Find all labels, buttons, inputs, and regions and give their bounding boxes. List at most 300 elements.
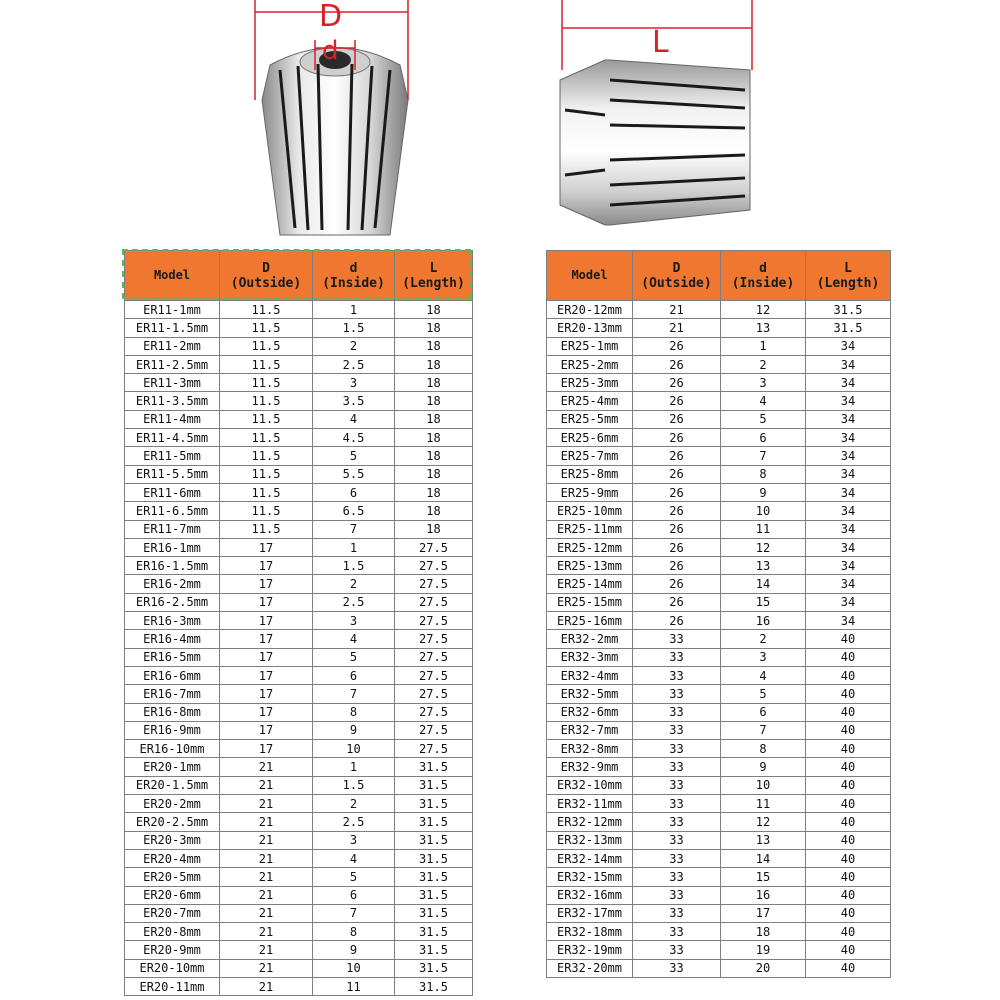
cell-model: ER25-14mm [547, 575, 633, 593]
cell-length: 31.5 [806, 319, 891, 337]
cell-inside: 5 [313, 868, 395, 886]
table-row [125, 666, 473, 684]
cell-model: ER11-6mm [125, 483, 220, 501]
cell-length: 40 [806, 904, 891, 922]
table-row [547, 465, 891, 483]
cell-model: ER20-2mm [125, 795, 220, 813]
cell-model: ER16-3mm [125, 612, 220, 630]
header-length: L (Length) [806, 251, 891, 301]
cell-model: ER11-2mm [125, 337, 220, 355]
table-row [547, 502, 891, 520]
cell-outside: 21 [220, 758, 313, 776]
table-row [547, 429, 891, 447]
cell-outside: 33 [633, 849, 721, 867]
cell-inside: 11 [721, 520, 806, 538]
cell-length: 40 [806, 648, 891, 666]
cell-inside: 1.5 [313, 319, 395, 337]
cell-model: ER16-2.5mm [125, 593, 220, 611]
cell-outside: 33 [633, 721, 721, 739]
cell-outside: 21 [220, 923, 313, 941]
cell-outside: 26 [633, 465, 721, 483]
table-row [125, 703, 473, 721]
cell-outside: 33 [633, 868, 721, 886]
table-row [125, 502, 473, 520]
table-row [547, 319, 891, 337]
table-row [125, 319, 473, 337]
header-inside: d (Inside) [313, 251, 395, 301]
cell-model: ER16-1mm [125, 538, 220, 556]
cell-length: 27.5 [395, 740, 473, 758]
cell-length: 18 [395, 502, 473, 520]
cell-inside: 7 [313, 685, 395, 703]
cell-model: ER32-15mm [547, 868, 633, 886]
cell-model: ER25-5mm [547, 410, 633, 428]
cell-outside: 33 [633, 795, 721, 813]
cell-outside: 26 [633, 483, 721, 501]
cell-model: ER25-12mm [547, 538, 633, 556]
cell-length: 27.5 [395, 575, 473, 593]
table-row [125, 721, 473, 739]
cell-inside: 5 [313, 447, 395, 465]
cell-model: ER20-9mm [125, 941, 220, 959]
cell-outside: 26 [633, 429, 721, 447]
table-header-row [547, 251, 891, 301]
cell-model: ER11-1.5mm [125, 319, 220, 337]
table-row [125, 593, 473, 611]
cell-length: 31.5 [395, 758, 473, 776]
cell-inside: 5 [313, 648, 395, 666]
table-row [125, 904, 473, 922]
cell-length: 34 [806, 502, 891, 520]
table-row [125, 612, 473, 630]
table-row [547, 941, 891, 959]
cell-length: 18 [395, 374, 473, 392]
cell-inside: 10 [721, 776, 806, 794]
cell-inside: 6 [313, 483, 395, 501]
cell-outside: 17 [220, 575, 313, 593]
table-row [125, 465, 473, 483]
table-row [125, 685, 473, 703]
table-row [547, 813, 891, 831]
table-row [547, 520, 891, 538]
cell-model: ER20-12mm [547, 301, 633, 319]
cell-model: ER32-3mm [547, 648, 633, 666]
cell-model: ER16-10mm [125, 740, 220, 758]
cell-outside: 17 [220, 538, 313, 556]
table-row [125, 337, 473, 355]
cell-model: ER25-4mm [547, 392, 633, 410]
table-row [547, 447, 891, 465]
cell-length: 40 [806, 740, 891, 758]
cell-outside: 26 [633, 520, 721, 538]
cell-outside: 11.5 [220, 447, 313, 465]
cell-model: ER16-2mm [125, 575, 220, 593]
cell-inside: 8 [313, 923, 395, 941]
cell-inside: 12 [721, 301, 806, 319]
cell-outside: 33 [633, 941, 721, 959]
table-row [125, 392, 473, 410]
cell-outside: 17 [220, 557, 313, 575]
cell-model: ER32-16mm [547, 886, 633, 904]
cell-inside: 13 [721, 319, 806, 337]
table-row [125, 630, 473, 648]
header-inside: d (Inside) [721, 251, 806, 301]
cell-outside: 21 [220, 977, 313, 995]
cell-length: 18 [395, 465, 473, 483]
cell-inside: 6.5 [313, 502, 395, 520]
cell-outside: 21 [220, 813, 313, 831]
cell-inside: 19 [721, 941, 806, 959]
cell-length: 31.5 [395, 813, 473, 831]
table-row [547, 593, 891, 611]
cell-inside: 6 [721, 703, 806, 721]
cell-inside: 20 [721, 959, 806, 977]
cell-length: 40 [806, 886, 891, 904]
cell-length: 18 [395, 301, 473, 319]
cell-outside: 21 [220, 886, 313, 904]
cell-length: 34 [806, 575, 891, 593]
cell-outside: 21 [220, 831, 313, 849]
cell-outside: 26 [633, 557, 721, 575]
cell-inside: 9 [313, 721, 395, 739]
header-length: L (Length) [395, 251, 473, 301]
cell-outside: 26 [633, 410, 721, 428]
cell-length: 31.5 [395, 923, 473, 941]
table-row [125, 959, 473, 977]
header-outside: D (Outside) [633, 251, 721, 301]
table-row [125, 831, 473, 849]
table-row [125, 374, 473, 392]
cell-inside: 15 [721, 868, 806, 886]
header-model: Model [125, 251, 220, 301]
cell-length: 40 [806, 941, 891, 959]
cell-model: ER25-6mm [547, 429, 633, 447]
cell-model: ER25-8mm [547, 465, 633, 483]
cell-length: 34 [806, 557, 891, 575]
table-row [125, 795, 473, 813]
cell-length: 27.5 [395, 593, 473, 611]
table-row [547, 868, 891, 886]
cell-inside: 1 [313, 538, 395, 556]
cell-outside: 26 [633, 374, 721, 392]
table-row [125, 557, 473, 575]
cell-outside: 26 [633, 337, 721, 355]
cell-outside: 33 [633, 666, 721, 684]
cell-inside: 5 [721, 685, 806, 703]
cell-outside: 11.5 [220, 502, 313, 520]
cell-inside: 8 [313, 703, 395, 721]
table-row [125, 301, 473, 319]
cell-outside: 11.5 [220, 301, 313, 319]
table-row [547, 648, 891, 666]
cell-model: ER32-13mm [547, 831, 633, 849]
cell-outside: 11.5 [220, 429, 313, 447]
cell-model: ER11-2.5mm [125, 355, 220, 373]
table-row [547, 740, 891, 758]
cell-outside: 33 [633, 758, 721, 776]
cell-model: ER25-2mm [547, 355, 633, 373]
cell-outside: 17 [220, 648, 313, 666]
cell-model: ER11-7mm [125, 520, 220, 538]
cell-model: ER11-3.5mm [125, 392, 220, 410]
cell-length: 31.5 [395, 886, 473, 904]
cell-model: ER16-9mm [125, 721, 220, 739]
cell-length: 40 [806, 959, 891, 977]
cell-model: ER32-18mm [547, 923, 633, 941]
table-row [547, 849, 891, 867]
cell-model: ER11-1mm [125, 301, 220, 319]
cell-length: 18 [395, 410, 473, 428]
cell-outside: 21 [633, 319, 721, 337]
table-row [547, 886, 891, 904]
cell-outside: 33 [633, 630, 721, 648]
cell-length: 18 [395, 429, 473, 447]
cell-outside: 11.5 [220, 337, 313, 355]
cell-outside: 26 [633, 593, 721, 611]
cell-model: ER16-8mm [125, 703, 220, 721]
cell-model: ER32-20mm [547, 959, 633, 977]
cell-outside: 11.5 [220, 483, 313, 501]
cell-outside: 11.5 [220, 410, 313, 428]
cell-length: 40 [806, 831, 891, 849]
spec-table-right [546, 250, 891, 978]
cell-model: ER11-3mm [125, 374, 220, 392]
cell-outside: 11.5 [220, 520, 313, 538]
cell-outside: 11.5 [220, 465, 313, 483]
cell-length: 31.5 [395, 941, 473, 959]
table-row [547, 557, 891, 575]
cell-outside: 21 [220, 959, 313, 977]
cell-outside: 21 [220, 849, 313, 867]
cell-model: ER20-1mm [125, 758, 220, 776]
cell-outside: 11.5 [220, 319, 313, 337]
cell-model: ER11-5.5mm [125, 465, 220, 483]
spec-table-left [124, 250, 473, 996]
cell-model: ER32-12mm [547, 813, 633, 831]
cell-inside: 4 [313, 630, 395, 648]
cell-length: 40 [806, 703, 891, 721]
table-row [125, 648, 473, 666]
cell-inside: 16 [721, 612, 806, 630]
table-row [547, 374, 891, 392]
table-row [125, 849, 473, 867]
cell-length: 18 [395, 319, 473, 337]
cell-length: 18 [395, 447, 473, 465]
cell-model: ER11-4mm [125, 410, 220, 428]
cell-length: 18 [395, 355, 473, 373]
cell-outside: 17 [220, 721, 313, 739]
cell-model: ER32-19mm [547, 941, 633, 959]
cell-inside: 14 [721, 849, 806, 867]
cell-inside: 2 [721, 355, 806, 373]
cell-inside: 8 [721, 740, 806, 758]
cell-inside: 2.5 [313, 593, 395, 611]
cell-model: ER25-7mm [547, 447, 633, 465]
cell-length: 31.5 [395, 795, 473, 813]
table-row [547, 630, 891, 648]
cell-length: 27.5 [395, 538, 473, 556]
cell-inside: 9 [721, 758, 806, 776]
cell-length: 31.5 [806, 301, 891, 319]
table-row [547, 795, 891, 813]
table-row [547, 703, 891, 721]
cell-outside: 21 [220, 776, 313, 794]
cell-inside: 4 [721, 392, 806, 410]
cell-outside: 33 [633, 740, 721, 758]
cell-inside: 10 [313, 959, 395, 977]
cell-inside: 14 [721, 575, 806, 593]
cell-model: ER32-17mm [547, 904, 633, 922]
cell-length: 27.5 [395, 666, 473, 684]
table-row [125, 941, 473, 959]
cell-length: 40 [806, 776, 891, 794]
cell-outside: 26 [633, 502, 721, 520]
cell-length: 34 [806, 612, 891, 630]
table-row [547, 410, 891, 428]
cell-model: ER32-7mm [547, 721, 633, 739]
cell-outside: 17 [220, 593, 313, 611]
cell-length: 34 [806, 392, 891, 410]
cell-length: 34 [806, 374, 891, 392]
cell-inside: 12 [721, 538, 806, 556]
cell-inside: 6 [313, 666, 395, 684]
cell-length: 40 [806, 795, 891, 813]
cell-length: 18 [395, 392, 473, 410]
cell-inside: 2 [313, 575, 395, 593]
cell-inside: 3 [313, 612, 395, 630]
table-row [547, 758, 891, 776]
table-row [125, 776, 473, 794]
cell-inside: 5.5 [313, 465, 395, 483]
cell-inside: 1 [721, 337, 806, 355]
cell-inside: 4 [313, 410, 395, 428]
table-row [547, 538, 891, 556]
cell-length: 31.5 [395, 831, 473, 849]
cell-model: ER20-7mm [125, 904, 220, 922]
cell-length: 27.5 [395, 557, 473, 575]
table-row [547, 612, 891, 630]
cell-length: 34 [806, 465, 891, 483]
cell-length: 27.5 [395, 648, 473, 666]
cell-inside: 4 [313, 849, 395, 867]
table-row [125, 575, 473, 593]
table-row [125, 886, 473, 904]
cell-outside: 33 [633, 813, 721, 831]
cell-model: ER20-2.5mm [125, 813, 220, 831]
cell-model: ER16-1.5mm [125, 557, 220, 575]
cell-model: ER16-4mm [125, 630, 220, 648]
cell-outside: 11.5 [220, 355, 313, 373]
cell-model: ER20-11mm [125, 977, 220, 995]
cell-outside: 26 [633, 538, 721, 556]
cell-length: 31.5 [395, 904, 473, 922]
table-row [547, 685, 891, 703]
cell-outside: 17 [220, 703, 313, 721]
cell-outside: 33 [633, 923, 721, 941]
table-row [125, 429, 473, 447]
header-model: Model [547, 251, 633, 301]
cell-outside: 21 [220, 904, 313, 922]
cell-outside: 26 [633, 447, 721, 465]
table-row [547, 337, 891, 355]
cell-length: 34 [806, 538, 891, 556]
cell-model: ER25-11mm [547, 520, 633, 538]
cell-outside: 11.5 [220, 374, 313, 392]
cell-model: ER20-10mm [125, 959, 220, 977]
cell-inside: 5 [721, 410, 806, 428]
cell-inside: 2 [313, 795, 395, 813]
cell-outside: 33 [633, 776, 721, 794]
cell-length: 18 [395, 483, 473, 501]
table-row [547, 831, 891, 849]
cell-length: 34 [806, 355, 891, 373]
cell-model: ER32-6mm [547, 703, 633, 721]
cell-length: 40 [806, 666, 891, 684]
table-row [125, 447, 473, 465]
cell-outside: 17 [220, 630, 313, 648]
cell-inside: 2 [313, 337, 395, 355]
cell-inside: 11 [313, 977, 395, 995]
cell-outside: 17 [220, 666, 313, 684]
cell-inside: 13 [721, 831, 806, 849]
cell-outside: 26 [633, 612, 721, 630]
cell-inside: 11 [721, 795, 806, 813]
cell-outside: 26 [633, 355, 721, 373]
cell-length: 34 [806, 447, 891, 465]
cell-length: 31.5 [395, 868, 473, 886]
cell-length: 31.5 [395, 849, 473, 867]
cell-model: ER20-4mm [125, 849, 220, 867]
cell-outside: 33 [633, 904, 721, 922]
table-header-row [125, 251, 473, 301]
cell-length: 40 [806, 849, 891, 867]
cell-outside: 21 [633, 301, 721, 319]
cell-inside: 9 [721, 483, 806, 501]
cell-inside: 1 [313, 301, 395, 319]
cell-length: 40 [806, 721, 891, 739]
cell-model: ER25-15mm [547, 593, 633, 611]
cell-outside: 33 [633, 886, 721, 904]
dimension-D-label: D [319, 0, 343, 34]
cell-inside: 3 [313, 374, 395, 392]
cell-model: ER11-6.5mm [125, 502, 220, 520]
cell-inside: 2.5 [313, 813, 395, 831]
cell-model: ER11-4.5mm [125, 429, 220, 447]
table-row [547, 301, 891, 319]
cell-outside: 21 [220, 795, 313, 813]
cell-inside: 6 [721, 429, 806, 447]
cell-model: ER32-4mm [547, 666, 633, 684]
cell-outside: 33 [633, 959, 721, 977]
table-row [547, 904, 891, 922]
table-row [125, 538, 473, 556]
cell-model: ER20-3mm [125, 831, 220, 849]
cell-inside: 8 [721, 465, 806, 483]
cell-model: ER20-5mm [125, 868, 220, 886]
cell-outside: 33 [633, 685, 721, 703]
cell-length: 40 [806, 923, 891, 941]
cell-inside: 4 [721, 666, 806, 684]
dimension-d-label: d [322, 36, 339, 66]
table-row [125, 483, 473, 501]
header-outside: D (Outside) [220, 251, 313, 301]
cell-length: 40 [806, 813, 891, 831]
cell-inside: 3 [313, 831, 395, 849]
cell-model: ER25-10mm [547, 502, 633, 520]
cell-length: 18 [395, 520, 473, 538]
cell-length: 34 [806, 337, 891, 355]
cell-inside: 18 [721, 923, 806, 941]
